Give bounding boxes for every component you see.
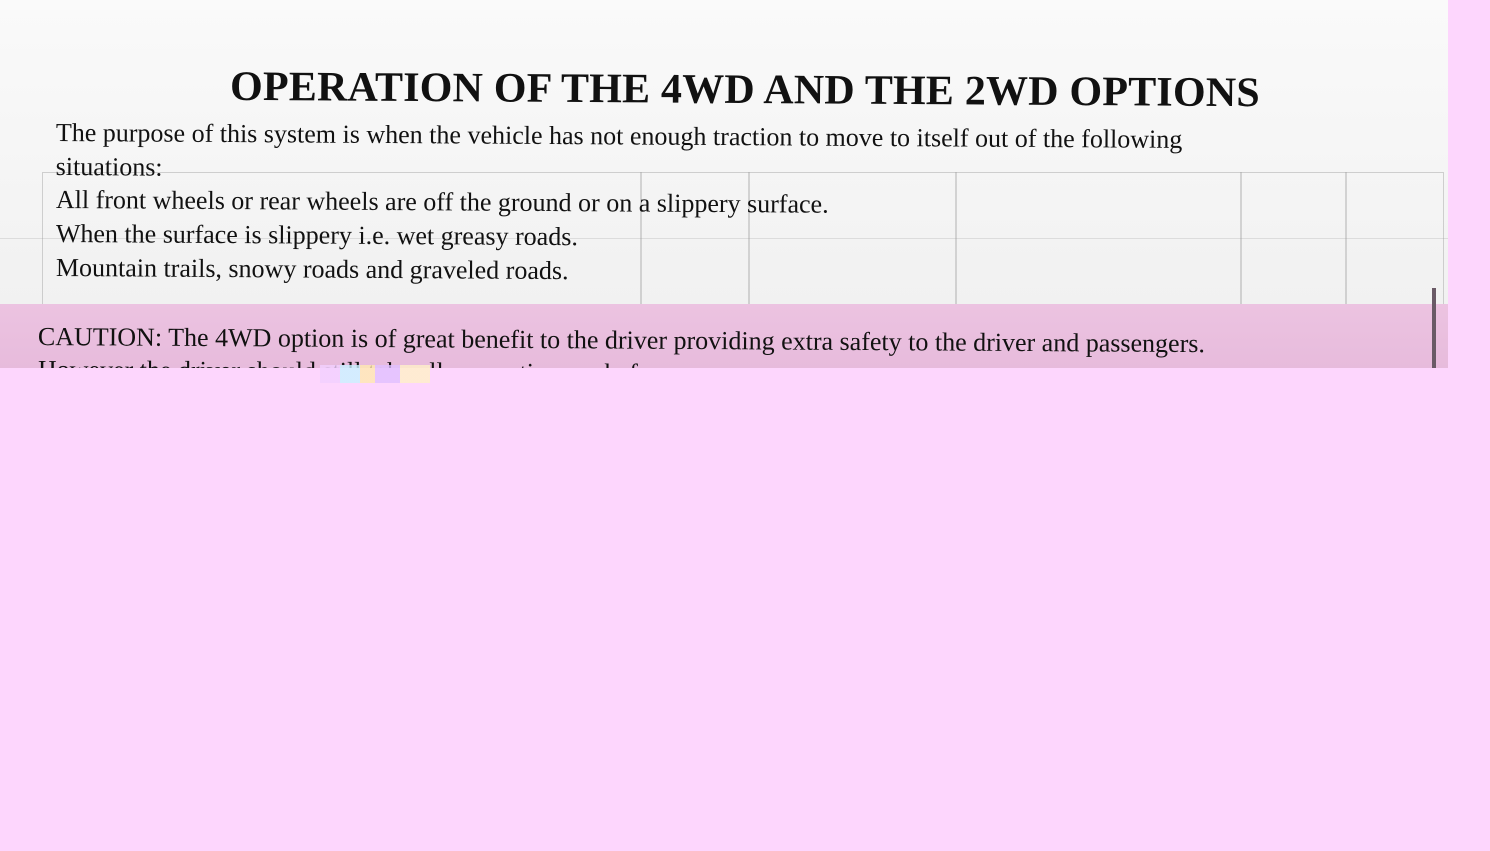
page-title: OPERATION OF THE 4WD AND THE 2WD OPTIONS [229,63,1261,117]
page-edge [1432,288,1436,368]
situation-item: Mountain trails, snowy roads and graveled roads. [55,252,569,286]
caution-section [0,304,1448,368]
scan-artifact [320,365,430,383]
intro-paragraph [56,116,1316,192]
blank-area [0,368,1448,851]
intro-line-1: The purpose of this system is when the vehicle has not enough traction to move to itself out of the following [55,117,1183,154]
scanned-page [0,0,1448,304]
situation-item: When the surface is slippery i.e. wet greasy roads. [55,218,578,252]
intro-line-2: situations: [55,151,163,182]
caution-line-1: CAUTION: The 4WD option is of great benefit to the driver providing extra safety to the driver and passengers. [37,321,1205,359]
situation-item: All front wheels or rear wheels are off the ground or on a slippery surface. [55,184,829,219]
